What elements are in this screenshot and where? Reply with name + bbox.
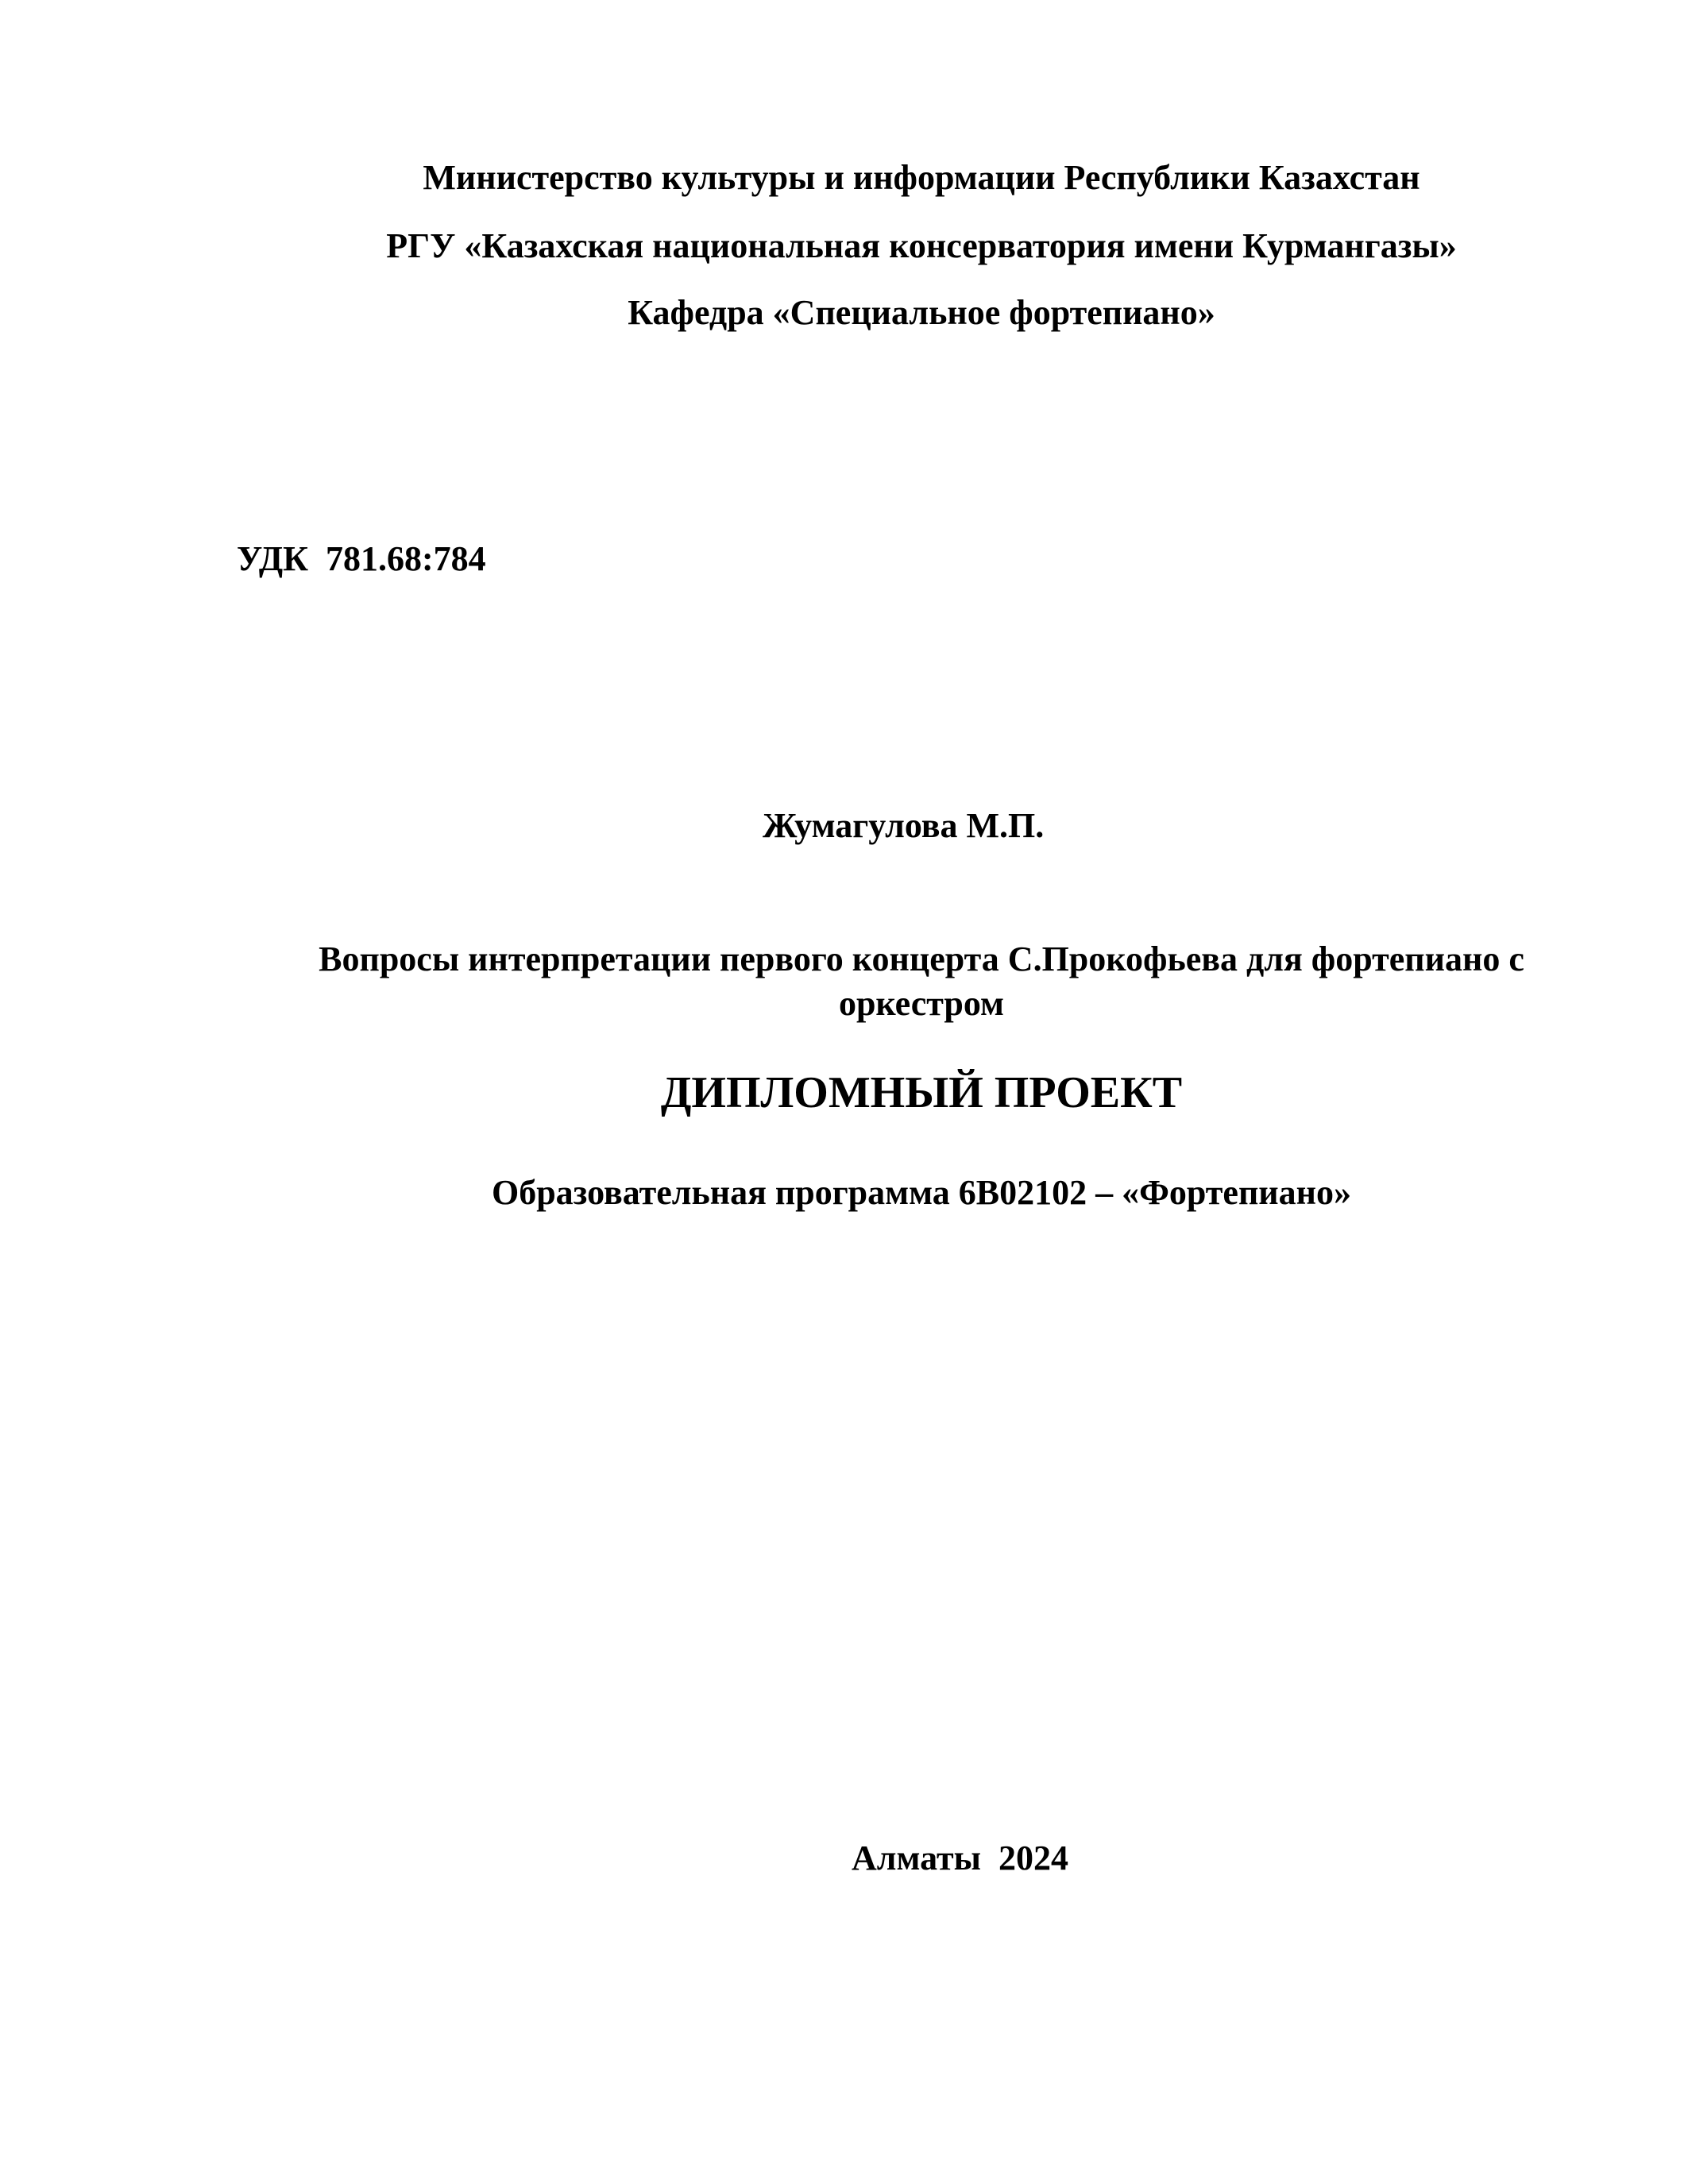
thesis-title: Вопросы интерпретации первого концерта С.Прокофьева для фортепиано с оркестром: [319, 940, 1524, 1023]
author-name: Жумагулова М.П.: [763, 806, 1045, 845]
ministry-name: Министерство культуры и информации Республики Казахстан: [423, 158, 1420, 197]
udk-code: УДК 781.68:784: [237, 539, 486, 578]
university-name: РГУ «Казахская национальная консерватория имени Курмангазы»: [386, 226, 1457, 265]
city-year: Алматы 2024: [852, 1839, 1068, 1877]
education-program: Образовательная программа 6В02102 – «Фортепиано»: [491, 1173, 1352, 1212]
department-name: Кафедра «Специальное фортепиано»: [628, 293, 1215, 332]
document-type: ДИПЛОМНЫЙ ПРОЕКТ: [660, 1068, 1183, 1117]
